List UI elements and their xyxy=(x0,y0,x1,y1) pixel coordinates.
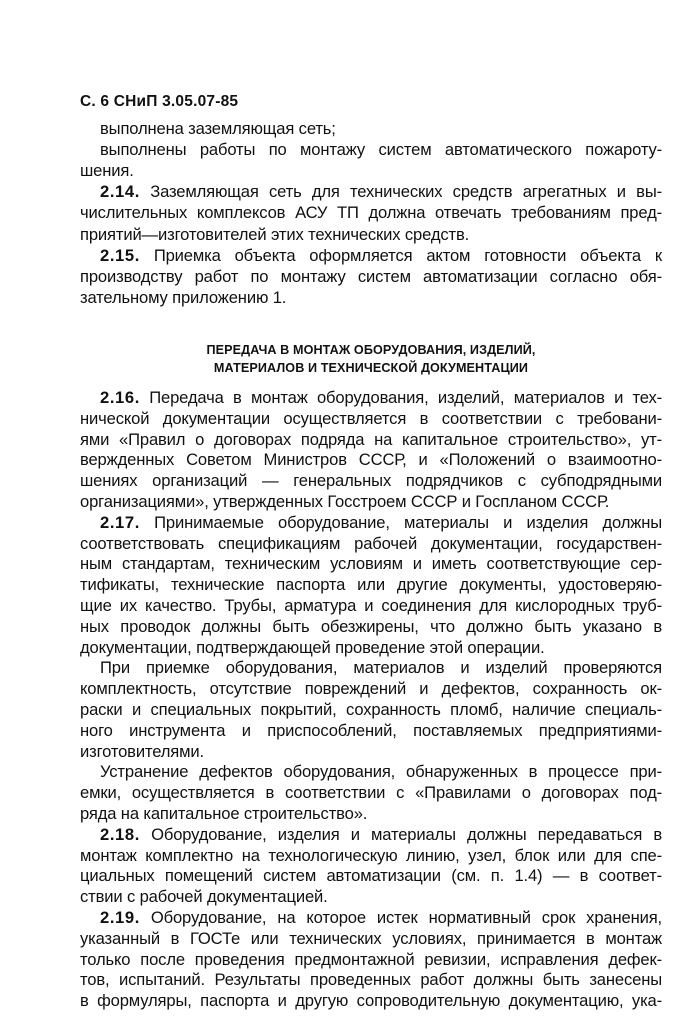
clause-number: 2.17. xyxy=(100,512,140,532)
paragraph-line xyxy=(80,470,662,491)
line-text: ями «Правил о договорах подряда на капитальное строительство», ут- xyxy=(80,429,662,449)
line-text: Заземляющая сеть для технических средств агрегатных и вы- xyxy=(139,182,662,202)
paragraph-line xyxy=(80,803,662,824)
line-text: Приемка объекта оформляется актом готовности объекта к xyxy=(139,245,662,265)
line-text: тов, испытаний. Результаты проведенных работ должны быть занесены xyxy=(80,970,662,990)
clause-number: 2.19. xyxy=(100,908,140,927)
line-text: ного инструмента и приспособлений, поставляемых предприятиями- xyxy=(80,720,662,740)
paragraph-line xyxy=(100,387,662,408)
paragraph-line xyxy=(80,429,662,450)
paragraph-line xyxy=(100,245,662,266)
paragraph-line xyxy=(80,637,662,658)
paragraph-line xyxy=(80,574,662,595)
paragraph-line xyxy=(80,266,662,287)
line-text: Оборудование, на которое истек нормативный срок хранения, xyxy=(139,908,662,927)
line-text: документации, подтверждающей проведение этой операции. xyxy=(80,637,545,657)
line-text: ствии с рабочей документацией. xyxy=(80,887,328,907)
paragraph-line xyxy=(100,181,662,202)
running-head: С. 6 СНиП 3.05.07-85 xyxy=(80,93,239,110)
line-text: соответствовать спецификациям рабочей документации, государствен- xyxy=(80,533,662,553)
section-heading-line-1: ПЕРЕДАЧА В МОНТАЖ ОБОРУДОВАНИЯ, ИЗДЕЛИЙ, xyxy=(206,343,536,357)
line-text: нической документации осуществляется в соответствии с требовани- xyxy=(80,408,662,428)
paragraph-line xyxy=(80,533,662,554)
paragraph-line xyxy=(80,224,662,245)
paragraph-line xyxy=(80,160,662,181)
paragraph-line xyxy=(80,845,662,866)
paragraph-line xyxy=(80,287,662,308)
paragraph-line xyxy=(80,678,662,699)
paragraph-line xyxy=(80,782,662,803)
paragraph-line xyxy=(80,699,662,720)
line-text: комплектность, отсутствие повреждений и дефектов, сохранность ок- xyxy=(80,679,662,699)
clause-number: 2.16. xyxy=(100,388,140,407)
line-text: При приемке оборудования, материалов и изделий проверяются xyxy=(100,658,662,678)
paragraph-line xyxy=(100,761,662,782)
paragraph-line xyxy=(100,657,662,678)
line-text: щие их качество. Трубы, арматура и соединения для кислородных труб- xyxy=(80,596,662,615)
paragraph-line xyxy=(80,595,662,616)
line-text: циальных помещений систем автоматизации (см. п. 1.4) — в соответ- xyxy=(80,866,662,886)
clause-number: 2.18. xyxy=(100,824,140,844)
paragraph-line xyxy=(100,139,662,160)
line-text: шениях организаций — генеральных подрядчиков с субподрядными xyxy=(80,471,662,491)
line-text: ных проводок должны быть обезжирены, что должно быть указано в xyxy=(80,616,662,636)
line-text: Принимаемые оборудование, материалы и изделия должны xyxy=(139,512,662,532)
paragraph-line xyxy=(80,741,662,762)
section-heading xyxy=(80,341,662,377)
clause-number: 2.14. xyxy=(100,182,140,202)
line-text: числительных комплексов АСУ ТП должна отвечать требованиям пред- xyxy=(80,203,662,223)
paragraph-line xyxy=(80,990,662,1011)
line-text: ным стандартам, техническим условиям и иметь соответствующие сер- xyxy=(80,554,662,574)
line-text: Передача в монтаж оборудования, изделий, материалов и тех- xyxy=(139,388,662,407)
line-text: зательному приложению 1. xyxy=(80,287,287,307)
paragraph-line xyxy=(80,949,662,970)
paragraph-line xyxy=(80,616,662,637)
line-text: выполнены работы по монтажу систем автоматического пожароту- xyxy=(100,140,662,160)
paragraph-line xyxy=(80,886,662,907)
line-text: выполнена заземляющая сеть; xyxy=(100,119,336,138)
paragraph-line xyxy=(100,512,662,533)
clause-number: 2.15. xyxy=(100,245,140,265)
line-text: тификаты, технические паспорта или другие документы, удостоверяю- xyxy=(80,575,662,595)
paragraph-line xyxy=(80,720,662,741)
line-text: в формуляры, паспорта и другую сопроводительную документацию, ука- xyxy=(80,991,662,1011)
paragraph-line xyxy=(80,865,662,886)
line-text: приятий—изготовителей этих технических средств. xyxy=(80,224,470,244)
line-text: Устранение дефектов оборудования, обнаруженных в процессе при- xyxy=(100,762,662,782)
paragraph-line xyxy=(80,928,662,949)
paragraph-line xyxy=(100,907,662,928)
line-text: емки, осуществляется в соответствии с «Правилами о договорах под- xyxy=(80,783,662,803)
line-text: Оборудование, изделия и материалы должны передаваться в xyxy=(139,824,662,844)
line-text: раски и специальных покрытий, сохранность пломб, наличие специаль- xyxy=(80,700,662,719)
line-text: изготовителями. xyxy=(80,741,204,761)
line-text: указанный в ГОСТе или технических условиях, принимается в монтаж xyxy=(80,928,662,948)
line-text: только после проведения предмонтажной ревизии, исправления дефек- xyxy=(80,949,662,969)
line-text: монтаж комплектно на технологическую линию, узел, блок или для спе- xyxy=(80,845,662,865)
paragraph-line xyxy=(80,202,662,223)
paragraph-line xyxy=(80,553,662,574)
line-text: ряда на капитальное строительство». xyxy=(80,804,368,823)
section-heading-line-2: МАТЕРИАЛОВ И ТЕХНИЧЕСКОЙ ДОКУМЕНТАЦИИ xyxy=(213,361,529,375)
paragraph-line xyxy=(100,118,662,139)
line-text: вержденных Советом Министров СССР, и «Положений о взаимоотно- xyxy=(80,450,662,470)
paragraph-line xyxy=(80,969,662,990)
paragraph-line xyxy=(80,408,662,429)
line-text: организациями», утвержденных Госстроем СССР и Госпланом СССР. xyxy=(80,492,610,511)
paragraph-line xyxy=(100,824,662,845)
paragraph-line xyxy=(80,491,662,512)
line-text: шения. xyxy=(80,161,134,181)
paragraph-line xyxy=(80,449,662,470)
line-text: производству работ по монтажу систем автоматизации согласно обя- xyxy=(80,266,662,286)
